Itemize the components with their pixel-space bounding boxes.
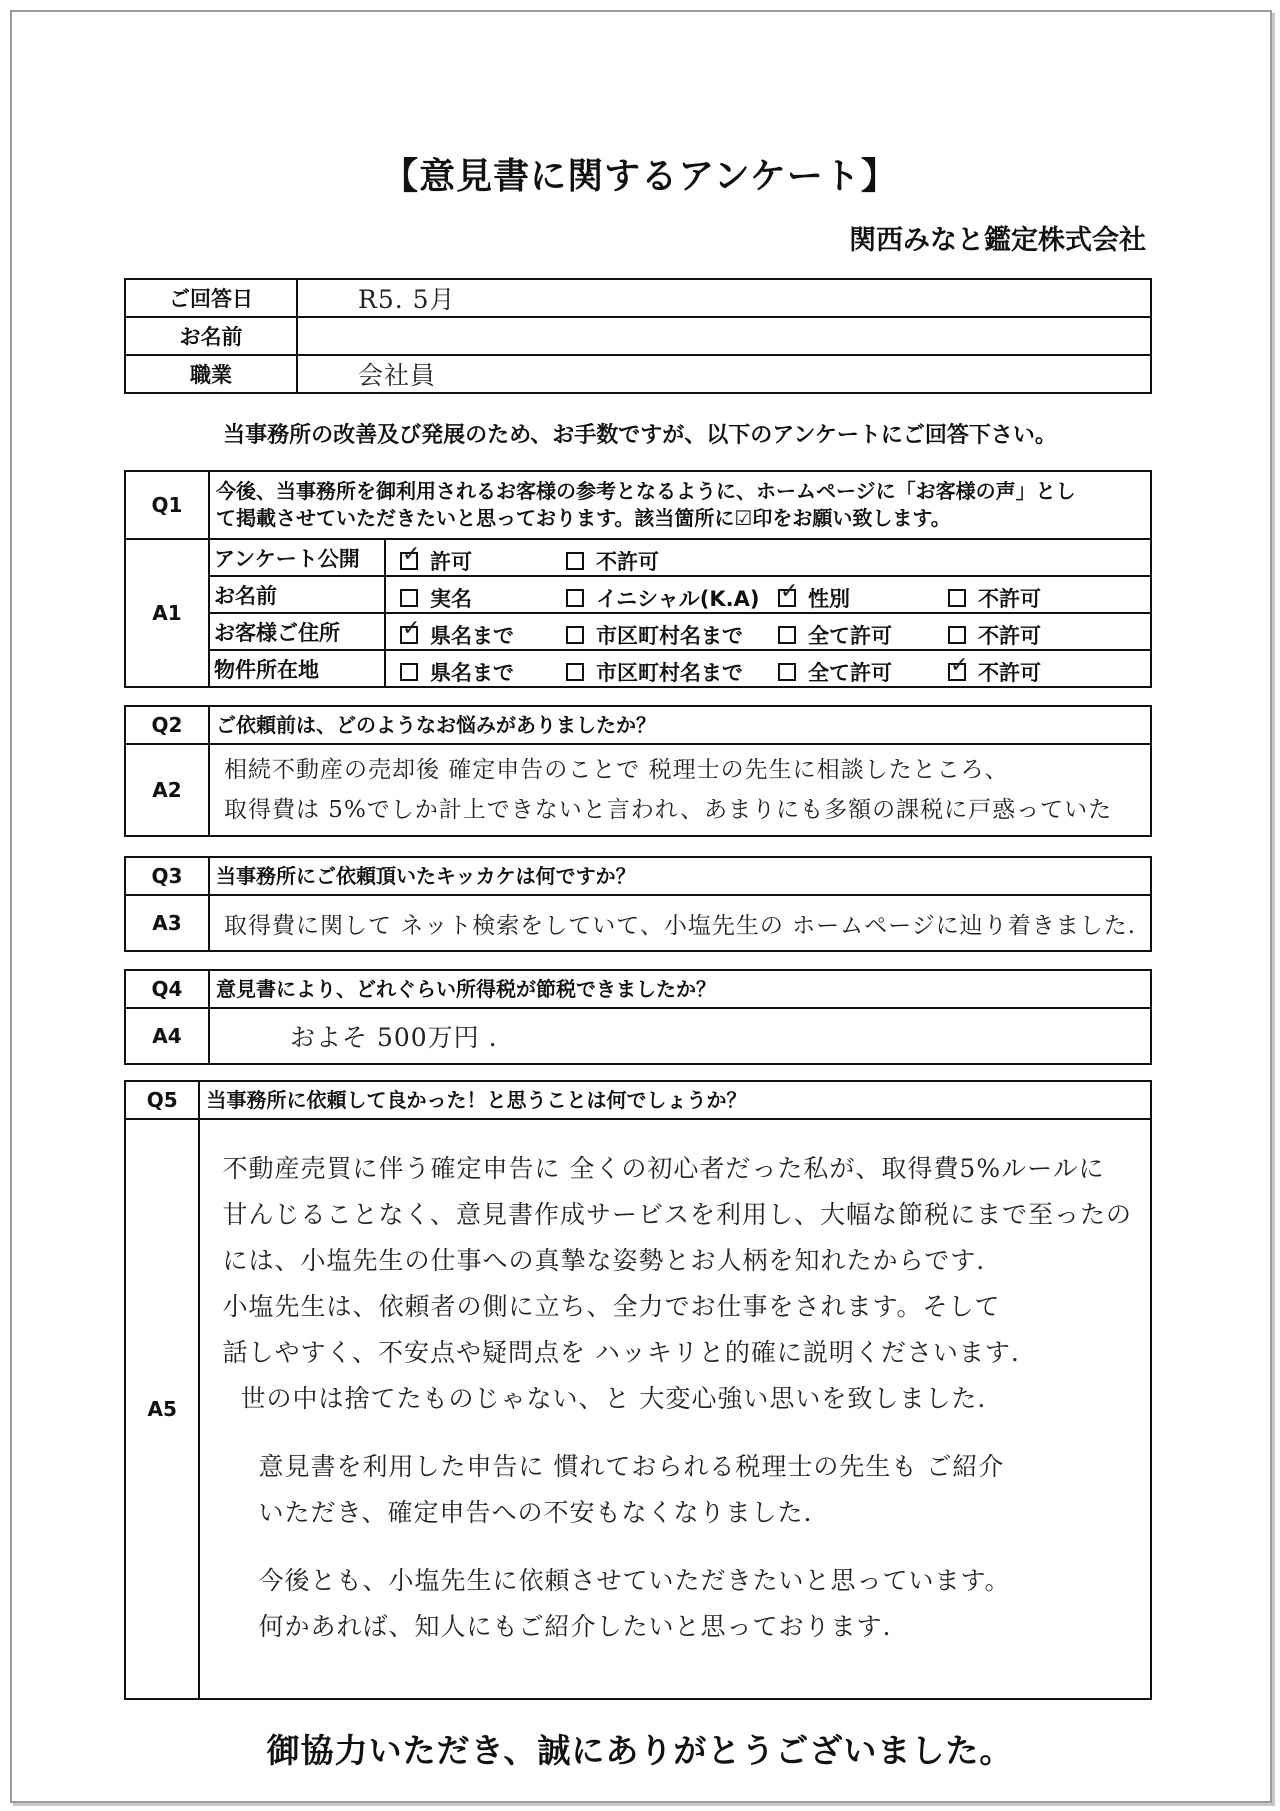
a2-answer-line: 取得費は 5%でしか計上できないと言われ、あまりにも多額の課税に戸惑っていた bbox=[224, 797, 1113, 823]
a1-options-publish bbox=[385, 539, 1151, 576]
q5-label: Q5 bbox=[125, 1081, 199, 1119]
checkbox-icon[interactable] bbox=[778, 626, 796, 644]
intro-text: 当事務所の改善及び発展のため、お手数ですが、以下のアンケートにご回答下さい。 bbox=[223, 423, 1057, 448]
q4-question: 意見書により、どれぐらい所得税が節税できましたか？ bbox=[209, 970, 1151, 1008]
q3-label: Q3 bbox=[125, 857, 209, 895]
a1-options-property bbox=[385, 650, 1151, 687]
a1-row-name-publish: アンケート公開 bbox=[209, 539, 385, 576]
a5-line: 意見書を利用した申告に 慣れておられる税理士の先生も ご紹介 bbox=[258, 1452, 1005, 1481]
checkbox-icon[interactable] bbox=[778, 663, 796, 681]
checkbox-icon[interactable] bbox=[566, 589, 584, 607]
option-publish-deny[interactable]: 不許可 bbox=[566, 546, 659, 576]
job-label: 職業 bbox=[125, 355, 297, 393]
option-publish-permit[interactable]: ✓ 許可 bbox=[400, 546, 472, 576]
a5-answer[interactable] bbox=[199, 1119, 1151, 1699]
name-label: お名前 bbox=[125, 317, 297, 355]
q2-table bbox=[124, 705, 1152, 837]
checkbox-checked-icon[interactable] bbox=[778, 589, 796, 607]
q5-table bbox=[124, 1080, 1152, 1700]
a1-options-address bbox=[385, 613, 1151, 650]
date-label: ご回答日 bbox=[125, 279, 297, 317]
a5-line: 今後とも、小塩先生に依頼させていただきたいと思っています。 bbox=[258, 1566, 1011, 1595]
checkbox-icon[interactable] bbox=[400, 589, 418, 607]
a2-label: A2 bbox=[125, 744, 209, 836]
a5-line: 話しやすく、不安点や疑問点を ハッキリと的確に説明くださいます. bbox=[222, 1338, 1020, 1367]
q5-question: 当事務所に依頼して良かった！と思うことは何でしょうか？ bbox=[199, 1081, 1151, 1119]
q1-question-line2: て掲載させていただきたいと思っております。該当箇所に☑印をお願い致します。 bbox=[216, 506, 951, 530]
a5-line: 何かあれば、知人にもご紹介したいと思っております. bbox=[258, 1612, 892, 1641]
checkbox-icon[interactable] bbox=[400, 663, 418, 681]
name-value[interactable] bbox=[297, 317, 1151, 355]
company-name: 関西みなと鑑定株式会社 bbox=[849, 225, 1146, 256]
q3-table bbox=[124, 856, 1152, 952]
checkbox-icon[interactable] bbox=[566, 626, 584, 644]
a2-answer-line: 相続不動産の売却後 確定申告のことで 税理士の先生に相談したところ、 bbox=[224, 757, 1009, 783]
option-property-city[interactable]: 市区町村名まで bbox=[566, 657, 743, 687]
checkbox-icon[interactable] bbox=[948, 589, 966, 607]
a1-label: A1 bbox=[125, 539, 209, 687]
paragraph-spacer bbox=[222, 1422, 1132, 1444]
a5-line: 甘んじることなく、意見書作成サービスを利用し、大幅な節税にまで至ったの bbox=[222, 1200, 1132, 1229]
checkbox-checked-icon[interactable] bbox=[948, 663, 966, 681]
a4-label: A4 bbox=[125, 1008, 209, 1064]
date-value[interactable]: R5. 5月 bbox=[297, 279, 1151, 317]
page-title: 【意見書に関するアンケート】 bbox=[382, 156, 898, 197]
checkbox-icon[interactable] bbox=[948, 626, 966, 644]
checkbox-checked-icon[interactable] bbox=[400, 552, 418, 570]
a1-row-name-property: 物件所在地 bbox=[209, 650, 385, 687]
checkbox-icon[interactable] bbox=[566, 663, 584, 681]
q1-question-line1: 今後、当事務所を御利用されるお客様の参考となるように、ホームページに「お客様の声」とし bbox=[216, 479, 1076, 503]
q1-table bbox=[124, 470, 1152, 688]
a1-row-name-name: お名前 bbox=[209, 576, 385, 613]
a5-label: A5 bbox=[125, 1119, 199, 1699]
option-property-deny[interactable]: ✓ 不許可 bbox=[948, 657, 1041, 687]
a1-row-name-address: お客様ご住所 bbox=[209, 613, 385, 650]
a3-answer[interactable]: 取得費に関して ネット検索をしていて、小塩先生の ホームページに辿り着きました. bbox=[209, 895, 1151, 951]
a5-line: には、小塩先生の仕事への真摯な姿勢とお人柄を知れたからです. bbox=[222, 1246, 986, 1275]
a2-answer[interactable] bbox=[209, 744, 1151, 836]
checkbox-icon[interactable] bbox=[566, 552, 584, 570]
q3-question: 当事務所にご依頼頂いたキッカケは何ですか？ bbox=[209, 857, 1151, 895]
a5-line: 世の中は捨てたものじゃない、と 大変心強い思いを致しました. bbox=[240, 1384, 987, 1413]
a3-label: A3 bbox=[125, 895, 209, 951]
a4-answer[interactable]: およそ 500万円 . bbox=[209, 1008, 1151, 1064]
job-value[interactable]: 会社員 bbox=[297, 355, 1151, 393]
a5-line: 小塩先生は、依頼者の側に立ち、全力でお仕事をされます。そして bbox=[222, 1292, 1001, 1321]
option-address-all[interactable]: 全て許可 bbox=[778, 620, 892, 650]
option-property-all[interactable]: 全て許可 bbox=[778, 657, 892, 687]
option-name-initial[interactable]: イニシャル(K.A) bbox=[566, 583, 759, 613]
q4-table bbox=[124, 969, 1152, 1065]
q1-label: Q1 bbox=[125, 471, 209, 539]
q2-label: Q2 bbox=[125, 706, 209, 744]
q1-question bbox=[209, 471, 1151, 539]
option-address-deny[interactable]: 不許可 bbox=[948, 620, 1041, 650]
respondent-info-table bbox=[124, 278, 1152, 394]
option-address-city[interactable]: 市区町村名まで bbox=[566, 620, 743, 650]
paragraph-spacer bbox=[222, 1536, 1132, 1558]
a1-options-name bbox=[385, 576, 1151, 613]
a5-line: 不動産売買に伴う確定申告に 全くの初心者だった私が、取得費5%ルールに bbox=[222, 1154, 1105, 1183]
option-name-deny[interactable]: 不許可 bbox=[948, 583, 1041, 613]
q2-question: ご依頼前は、どのようなお悩みがありましたか？ bbox=[209, 706, 1151, 744]
q4-label: Q4 bbox=[125, 970, 209, 1008]
option-name-gender[interactable]: ✓ 性別 bbox=[778, 583, 850, 613]
option-property-prefecture[interactable]: 県名まで bbox=[400, 657, 514, 687]
option-address-prefecture[interactable]: ✓ 県名まで bbox=[400, 620, 514, 650]
closing-message: 御協力いただき、誠にありがとうございました。 bbox=[266, 1731, 1014, 1770]
a5-line: いただき、確定申告への不安もなくなりました. bbox=[258, 1498, 813, 1527]
checkbox-checked-icon[interactable] bbox=[400, 626, 418, 644]
option-name-real[interactable]: 実名 bbox=[400, 583, 472, 613]
